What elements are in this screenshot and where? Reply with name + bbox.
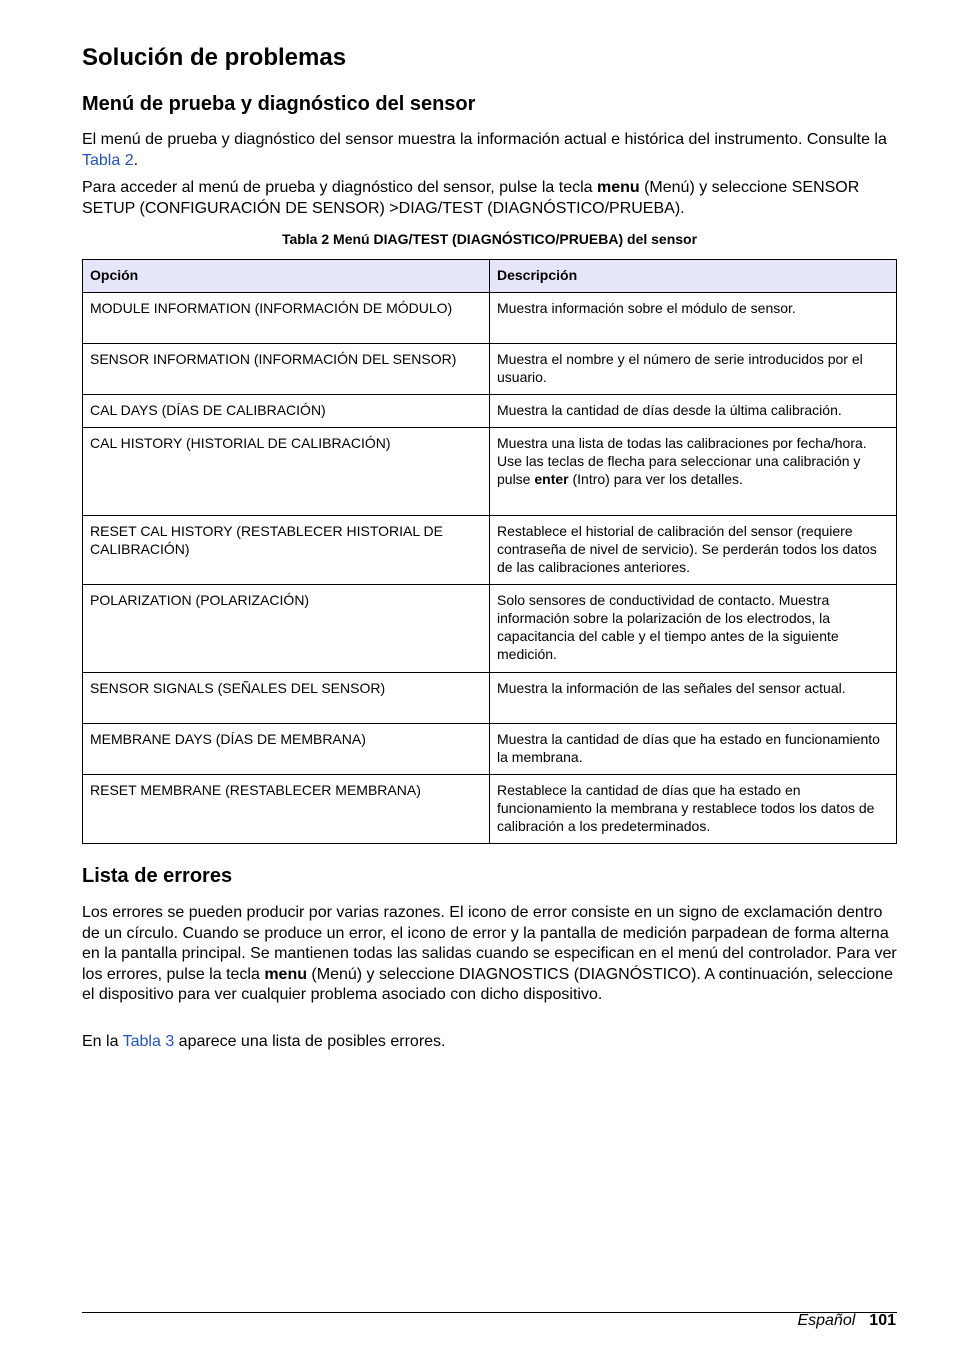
intro-paragraph: El menú de prueba y diagnóstico del sensor muestra la información actual e histórica del instrumento. Consulte la Tabla 2. xyxy=(82,131,887,169)
error-table-reference: En la Tabla 3 aparece una lista de posibles errores. xyxy=(82,1033,446,1050)
description-cell: Muestra la información de las señales del sensor actual. xyxy=(490,673,897,724)
table-row xyxy=(83,724,897,775)
description-cell: Muestra el nombre y el número de serie introducidos por el usuario. xyxy=(490,344,897,395)
option-cell: SENSOR INFORMATION (INFORMACIÓN DEL SENSOR) xyxy=(83,344,490,395)
option-cell: MODULE INFORMATION (INFORMACIÓN DE MÓDULO) xyxy=(83,293,490,344)
description-cell: Muestra información sobre el módulo de sensor. xyxy=(490,293,897,344)
table-row xyxy=(83,585,897,673)
menu-key-text: menu xyxy=(596,179,640,196)
description-cell: Muestra la cantidad de días que ha estado en funcionamiento la membrana. xyxy=(490,724,897,775)
column-header-description: Descripción xyxy=(490,260,897,293)
table-row xyxy=(83,428,897,516)
access-paragraph: Para acceder al menú de prueba y diagnóstico del sensor, pulse la tecla menu (Menú) y seleccione SENSOR SETUP (CONFIGURACIÓN DE SENSOR) >DIAG/TEST (DIAGNÓSTICO/PRUEBA). xyxy=(82,179,860,217)
errors-paragraph: Los errores se pueden producir por varias razones. El icono de error consiste en un signo de exclamación dentro de un círculo. Cuando se produce un error, el icono de error y la pantalla de medición parpadean de forma alterna en la pantalla principal. Se mantienen todas las salidas cuando se especifican en el menú del controlador. Para ver los errores, pulse la tecla menu (Menú) y seleccione DIAGNOSTICS (DIAGNÓSTICO). A continuación, seleccione el dispositivo para ver cualquier problema asociado con dicho dispositivo. xyxy=(82,904,897,1003)
option-cell: MEMBRANE DAYS (DÍAS DE MEMBRANA) xyxy=(83,724,490,775)
page-number: 101 xyxy=(869,1312,896,1329)
description-cell: Muestra la cantidad de días desde la última calibración. xyxy=(490,395,897,428)
option-cell: CAL DAYS (DÍAS DE CALIBRACIÓN) xyxy=(83,395,490,428)
description-cell: Solo sensores de conductividad de contacto. Muestra información sobre la polarización de los electrodos, la capacitancia del cable y el tiempo antes de la siguiente medición. xyxy=(490,585,897,673)
table-header-row xyxy=(83,260,897,293)
table-row xyxy=(83,775,897,844)
page-title: Solución de problemas xyxy=(82,44,347,71)
option-cell: CAL HISTORY (HISTORIAL DE CALIBRACIÓN) xyxy=(83,428,490,516)
footer-language: Español xyxy=(797,1312,856,1329)
column-header-option: Opción xyxy=(83,260,490,293)
table-caption: Tabla 2 Menú DIAG/TEST (DIAGNÓSTICO/PRUEBA) del sensor xyxy=(281,231,698,247)
menu-key-text: menu xyxy=(264,965,307,983)
table-row xyxy=(83,673,897,724)
section-title-sensor-diag: Menú de prueba y diagnóstico del sensor xyxy=(82,93,476,115)
option-cell: RESET CAL HISTORY (RESTABLECER HISTORIAL DE CALIBRACIÓN) xyxy=(83,516,490,585)
table-row xyxy=(83,293,897,344)
option-cell: SENSOR SIGNALS (SEÑALES DEL SENSOR) xyxy=(83,673,490,724)
description-cell: Muestra una lista de todas las calibraciones por fecha/hora. Use las teclas de flecha para seleccionar una calibración y pulse enter (Intro) para ver los detalles. xyxy=(490,428,897,516)
option-cell: POLARIZATION (POLARIZACIÓN) xyxy=(83,585,490,673)
table-row xyxy=(83,395,897,428)
enter-key-text: enter xyxy=(534,471,569,487)
footer-divider xyxy=(82,1312,897,1313)
option-cell: RESET MEMBRANE (RESTABLECER MEMBRANA) xyxy=(83,775,490,844)
table-row xyxy=(83,344,897,395)
description-cell: Restablece el historial de calibración del sensor (requiere contraseña de nivel de servicio). Se perderán todos los datos de las calibraciones anteriores. xyxy=(490,516,897,585)
page-footer xyxy=(797,1312,896,1330)
diag-test-table xyxy=(82,259,897,844)
section-title-error-list: Lista de errores xyxy=(82,865,233,887)
table-row xyxy=(83,516,897,585)
table-3-link[interactable]: Tabla 3 xyxy=(122,1033,175,1050)
table-2-link[interactable]: Tabla 2 xyxy=(82,151,134,169)
description-cell: Restablece la cantidad de días que ha estado en funcionamiento la membrana y restablece todos los datos de calibración a los predeterminados. xyxy=(490,775,897,844)
